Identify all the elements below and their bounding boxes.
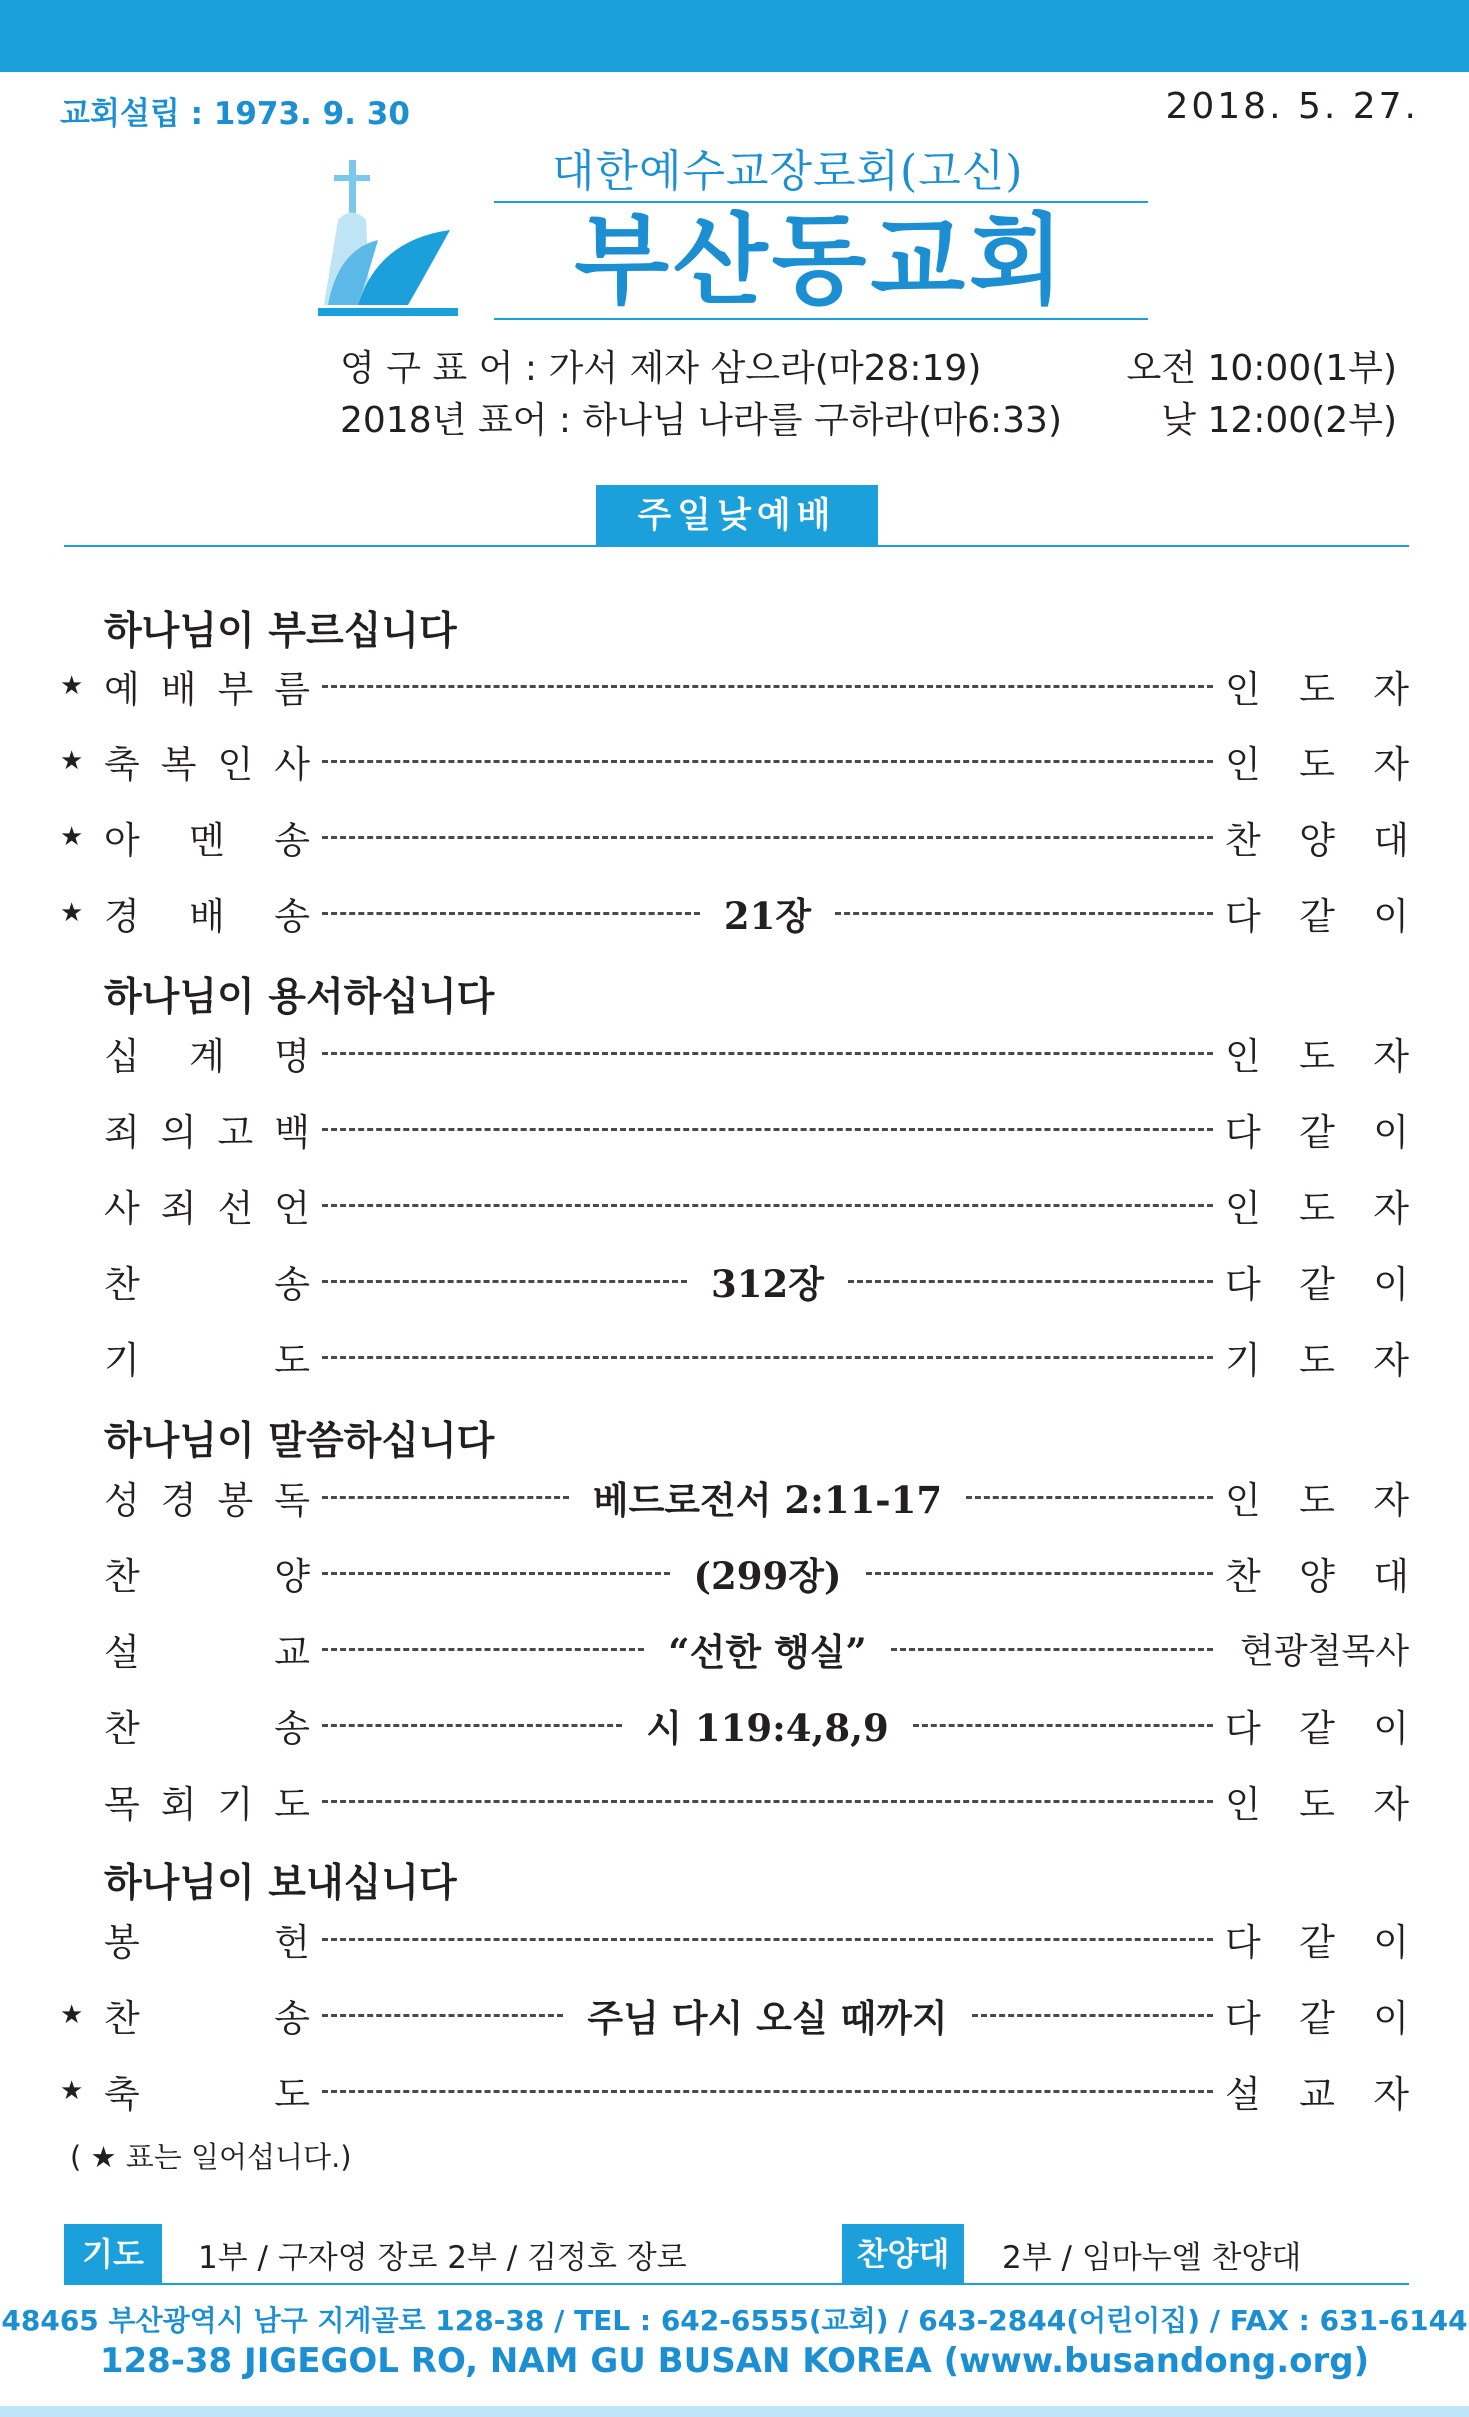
order-row (60, 812, 1409, 862)
order-item-responsible: 인 도 자 (1225, 743, 1409, 786)
leader-dashes (891, 1648, 1213, 1651)
section-heading: 하나님이 보내십니다 (104, 1861, 457, 1906)
order-row (60, 1990, 1409, 2040)
order-item-name: 경 배 송 (104, 895, 310, 938)
church-logo-icon (318, 160, 468, 320)
order-item-detail: 21장 (723, 894, 812, 938)
order-item-name: 기 도 (104, 1339, 310, 1382)
address-english: 128-38 JIGEGOL RO, NAM GU BUSAN KOREA (www.busandong.org) (99, 2341, 1370, 2381)
leader-dashes (322, 912, 700, 915)
order-row (60, 1472, 1409, 1522)
order-row (60, 1256, 1409, 1306)
order-row (60, 2066, 1409, 2116)
service-title-rule (64, 545, 1409, 547)
section-heading: 하나님이 용서하십니다 (104, 975, 495, 1020)
order-item-name: 찬 양 (104, 1555, 310, 1598)
order-item-responsible: 인 도 자 (1225, 1783, 1409, 1826)
order-item-name: 찬 송 (104, 1263, 310, 1306)
order-item-responsible: 인 도 자 (1225, 1479, 1409, 1522)
church-name: 부산동교회 (574, 204, 1068, 318)
title-rule-top (494, 201, 1148, 203)
order-row (60, 1180, 1409, 1230)
order-row (60, 661, 1409, 711)
leader-dashes (322, 1052, 1213, 1055)
service-title: 주일낮예배 (596, 485, 878, 547)
leader-dashes (322, 1204, 1213, 1207)
stand-star-icon: ★ (60, 2076, 84, 2106)
order-item-name: 목 회 기 도 (104, 1783, 310, 1826)
bulletin-date: 2018. 5. 27. (1165, 86, 1419, 127)
prayer-label: 기도 (64, 2224, 162, 2284)
motto-year: 2018년 표어 : 하나님 나라를 구하라(마6:33) (340, 400, 1062, 441)
order-row (60, 1914, 1409, 1964)
order-item-responsible: 현광철목사 (1239, 1632, 1410, 1672)
order-item-name: 예 배 부 름 (104, 668, 310, 711)
choir-label: 찬양대 (842, 2224, 964, 2284)
order-item-name: 축 복 인 사 (104, 743, 310, 786)
denomination: 대한예수교장로회(고신) (552, 146, 1024, 197)
order-item-name: 찬 송 (104, 1997, 310, 2040)
motto-eternal: 영 구 표 어 : 가서 제자 삼으라(마28:19) (340, 348, 982, 389)
order-row (60, 1104, 1409, 1154)
leader-dashes (866, 1572, 1214, 1575)
order-item-responsible: 다 같 이 (1225, 895, 1410, 938)
leader-dashes (322, 1128, 1213, 1131)
order-item-responsible: 다 같 이 (1225, 1921, 1409, 1964)
leader-dashes (972, 2014, 1213, 2017)
prayer-leaders: 1부 / 구자영 장로 2부 / 김정호 장로 (198, 2240, 687, 2276)
order-item-detail: (299장) (693, 1554, 842, 1598)
bottom-banner (0, 2406, 1469, 2417)
stand-star-icon: ★ (60, 2000, 84, 2030)
section-heading: 하나님이 말씀하십니다 (104, 1419, 495, 1464)
section-heading: 하나님이 부르십니다 (104, 609, 457, 654)
order-item-responsible: 다 같 이 (1225, 1997, 1410, 2040)
standing-note: ( ★ 표는 일어섭니다.) (70, 2140, 352, 2174)
order-item-name: 성 경 봉 독 (104, 1479, 310, 1522)
order-row (60, 736, 1409, 786)
leader-dashes (835, 912, 1213, 915)
order-row (60, 1548, 1409, 1598)
order-item-responsible: 인 도 자 (1225, 668, 1409, 711)
leader-dashes (322, 836, 1213, 839)
order-item-responsible: 찬 양 대 (1225, 819, 1409, 862)
stand-star-icon: ★ (60, 746, 84, 776)
leader-dashes (322, 760, 1213, 763)
title-rule-bottom (494, 318, 1148, 320)
order-item-detail: “선한 행실” (668, 1630, 867, 1674)
order-item-name: 십 계 명 (104, 1035, 310, 1078)
order-row (60, 888, 1409, 938)
leader-dashes (322, 2090, 1213, 2093)
leader-dashes (322, 1724, 622, 1727)
order-row (60, 1028, 1409, 1078)
leader-dashes (322, 1572, 670, 1575)
order-item-name: 죄 의 고 백 (104, 1111, 310, 1154)
order-item-name: 찬 송 (104, 1707, 310, 1750)
order-item-responsible: 인 도 자 (1225, 1187, 1409, 1230)
order-item-name: 아 멘 송 (104, 819, 310, 862)
address-korean: 48465 부산광역시 남구 지게골로 128-38 / TEL : 642-6555(교회) / 643-2844(어린이집) / FAX : 631-6144 (1, 2304, 1468, 2337)
leader-dashes (848, 1280, 1213, 1283)
order-item-responsible: 기 도 자 (1225, 1339, 1409, 1382)
top-banner (0, 0, 1469, 72)
order-item-detail: 312장 (711, 1262, 824, 1306)
order-item-detail: 시 119:4,8,9 (646, 1706, 889, 1750)
order-item-responsible: 찬 양 대 (1225, 1555, 1409, 1598)
leader-dashes (322, 1356, 1213, 1359)
stand-star-icon: ★ (60, 671, 84, 701)
stand-star-icon: ★ (60, 822, 84, 852)
order-item-detail: 베드로전서 2:11-17 (592, 1478, 943, 1522)
leader-dashes (322, 1648, 644, 1651)
order-item-responsible: 설 교 자 (1225, 2073, 1409, 2116)
service-time-1: 오전 10:00(1부) (1126, 348, 1397, 389)
leader-dashes (322, 2014, 563, 2017)
service-time-2: 낮 12:00(2부) (1161, 400, 1397, 441)
order-row (60, 1700, 1409, 1750)
order-item-name: 봉 헌 (104, 1921, 310, 1964)
order-item-detail: 주님 다시 오실 때까지 (587, 1996, 948, 2040)
order-item-responsible: 다 같 이 (1225, 1111, 1409, 1154)
founded-date: 교회설립 : 1973. 9. 30 (60, 96, 410, 132)
order-item-responsible: 다 같 이 (1225, 1263, 1410, 1306)
order-item-responsible: 다 같 이 (1225, 1707, 1410, 1750)
leader-dashes (913, 1724, 1213, 1727)
order-row (60, 1332, 1409, 1382)
footer-rule (64, 2283, 1409, 2285)
leader-dashes (322, 1800, 1213, 1803)
order-item-name: 설 교 (104, 1631, 310, 1674)
order-row (60, 1776, 1409, 1826)
order-row (60, 1624, 1409, 1674)
order-item-name: 축 도 (104, 2073, 310, 2116)
leader-dashes (322, 685, 1213, 688)
choir-name: 2부 / 임마누엘 찬양대 (1002, 2240, 1302, 2276)
leader-dashes (322, 1280, 687, 1283)
stand-star-icon: ★ (60, 898, 84, 928)
order-item-name: 사 죄 선 언 (104, 1187, 310, 1230)
leader-dashes (322, 1938, 1213, 1941)
order-item-responsible: 인 도 자 (1225, 1035, 1409, 1078)
leader-dashes (322, 1496, 569, 1499)
leader-dashes (966, 1496, 1213, 1499)
